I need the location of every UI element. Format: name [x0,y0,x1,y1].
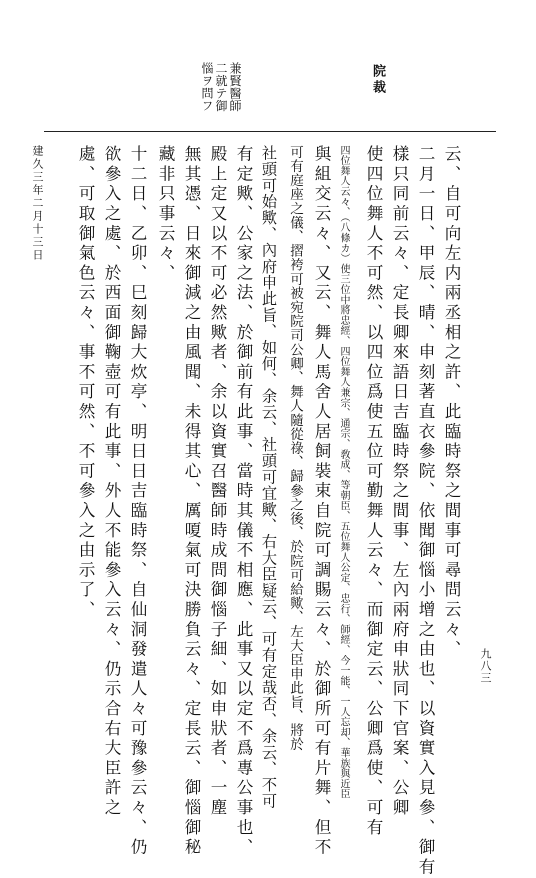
text-column-6: 與組交云々、又云、舞人馬舍人居飼裝束自院可調賜云々、於御所可有片舞、但不 [312,145,331,858]
page-number: 九八三 [479,648,492,684]
text-column-4: 使四位舞人不可然、以四位爲使五位可勤舞人云々、而御定云、公卿爲使、可有 [364,145,383,838]
date-note: 建久三年二月十三日 [31,145,44,262]
text-column-12: 藏非只事云々、 [156,145,175,284]
text-column-5: 四位舞人云々、（八條カ）使三位中將忠經、四位舞人兼宗、通宗、敎成、等朝臣、五位舞人公定、忠行、師經、今一能、一人忘却、華族與近臣 [338,145,349,800]
text-column-7: 可有庭座之儀、摺袴可被宛院司公卿、舞人隨從祿、歸參之後、於院可給歟、左大臣申此旨、將於 [287,145,303,752]
text-column-10: 殿上定又以不可必然歟者、余以資實召醫師時成問御惱子細、如申狀者、一塵 [208,145,227,819]
text-column-11: 無其憑、日來御減之由風聞、未得其心、厲嗄氣可決勝負云々、定長云、御惱御秘 [182,145,201,858]
text-column-8: 社頭可始歟、內府申此旨、如何、余云、社頭可宜歟、右大臣疑云、可有定哉否、余云、不可 [260,145,278,810]
text-column-1: 云、自可向左内兩丞相之許、此臨時祭之間事可尋問云々、 [442,145,461,660]
text-column-14: 欲參入之處、於西面御鞠壺可有此事、外人不能參入云々、仍示合右大臣許之 [102,145,121,819]
text-column-13: 十二日、乙卯、巳刻歸大炊亭、明日日吉臨時祭、自仙洞發遣人々可豫參云々、仍 [128,145,147,858]
text-column-2: 二月一日、甲辰、晴、申刻著直衣參院、依聞御惱小增之由也、以資實入見參、御有 [416,145,435,878]
header-rule [44,131,496,132]
text-column-9: 有定歟、公家之法、於御前有此事、當時其儀不相應、此事又以定不爲專公事也、 [234,145,253,858]
section-heading: 院裁 [370,64,385,96]
margin-note-line-2: 二就テ御 [214,62,228,112]
margin-note-line-3: 惱ヲ問フ [200,62,214,112]
text-column-15: 處、可取御氣色云々、事不可然、不可參入之由示了、 [76,145,95,621]
text-column-3: 樣只同前云々、定長卿來語日吉臨時祭之間事、左內兩府申狀同下官案、公卿 [390,145,409,819]
margin-note-line-1: 兼賢醫師 [228,62,242,112]
